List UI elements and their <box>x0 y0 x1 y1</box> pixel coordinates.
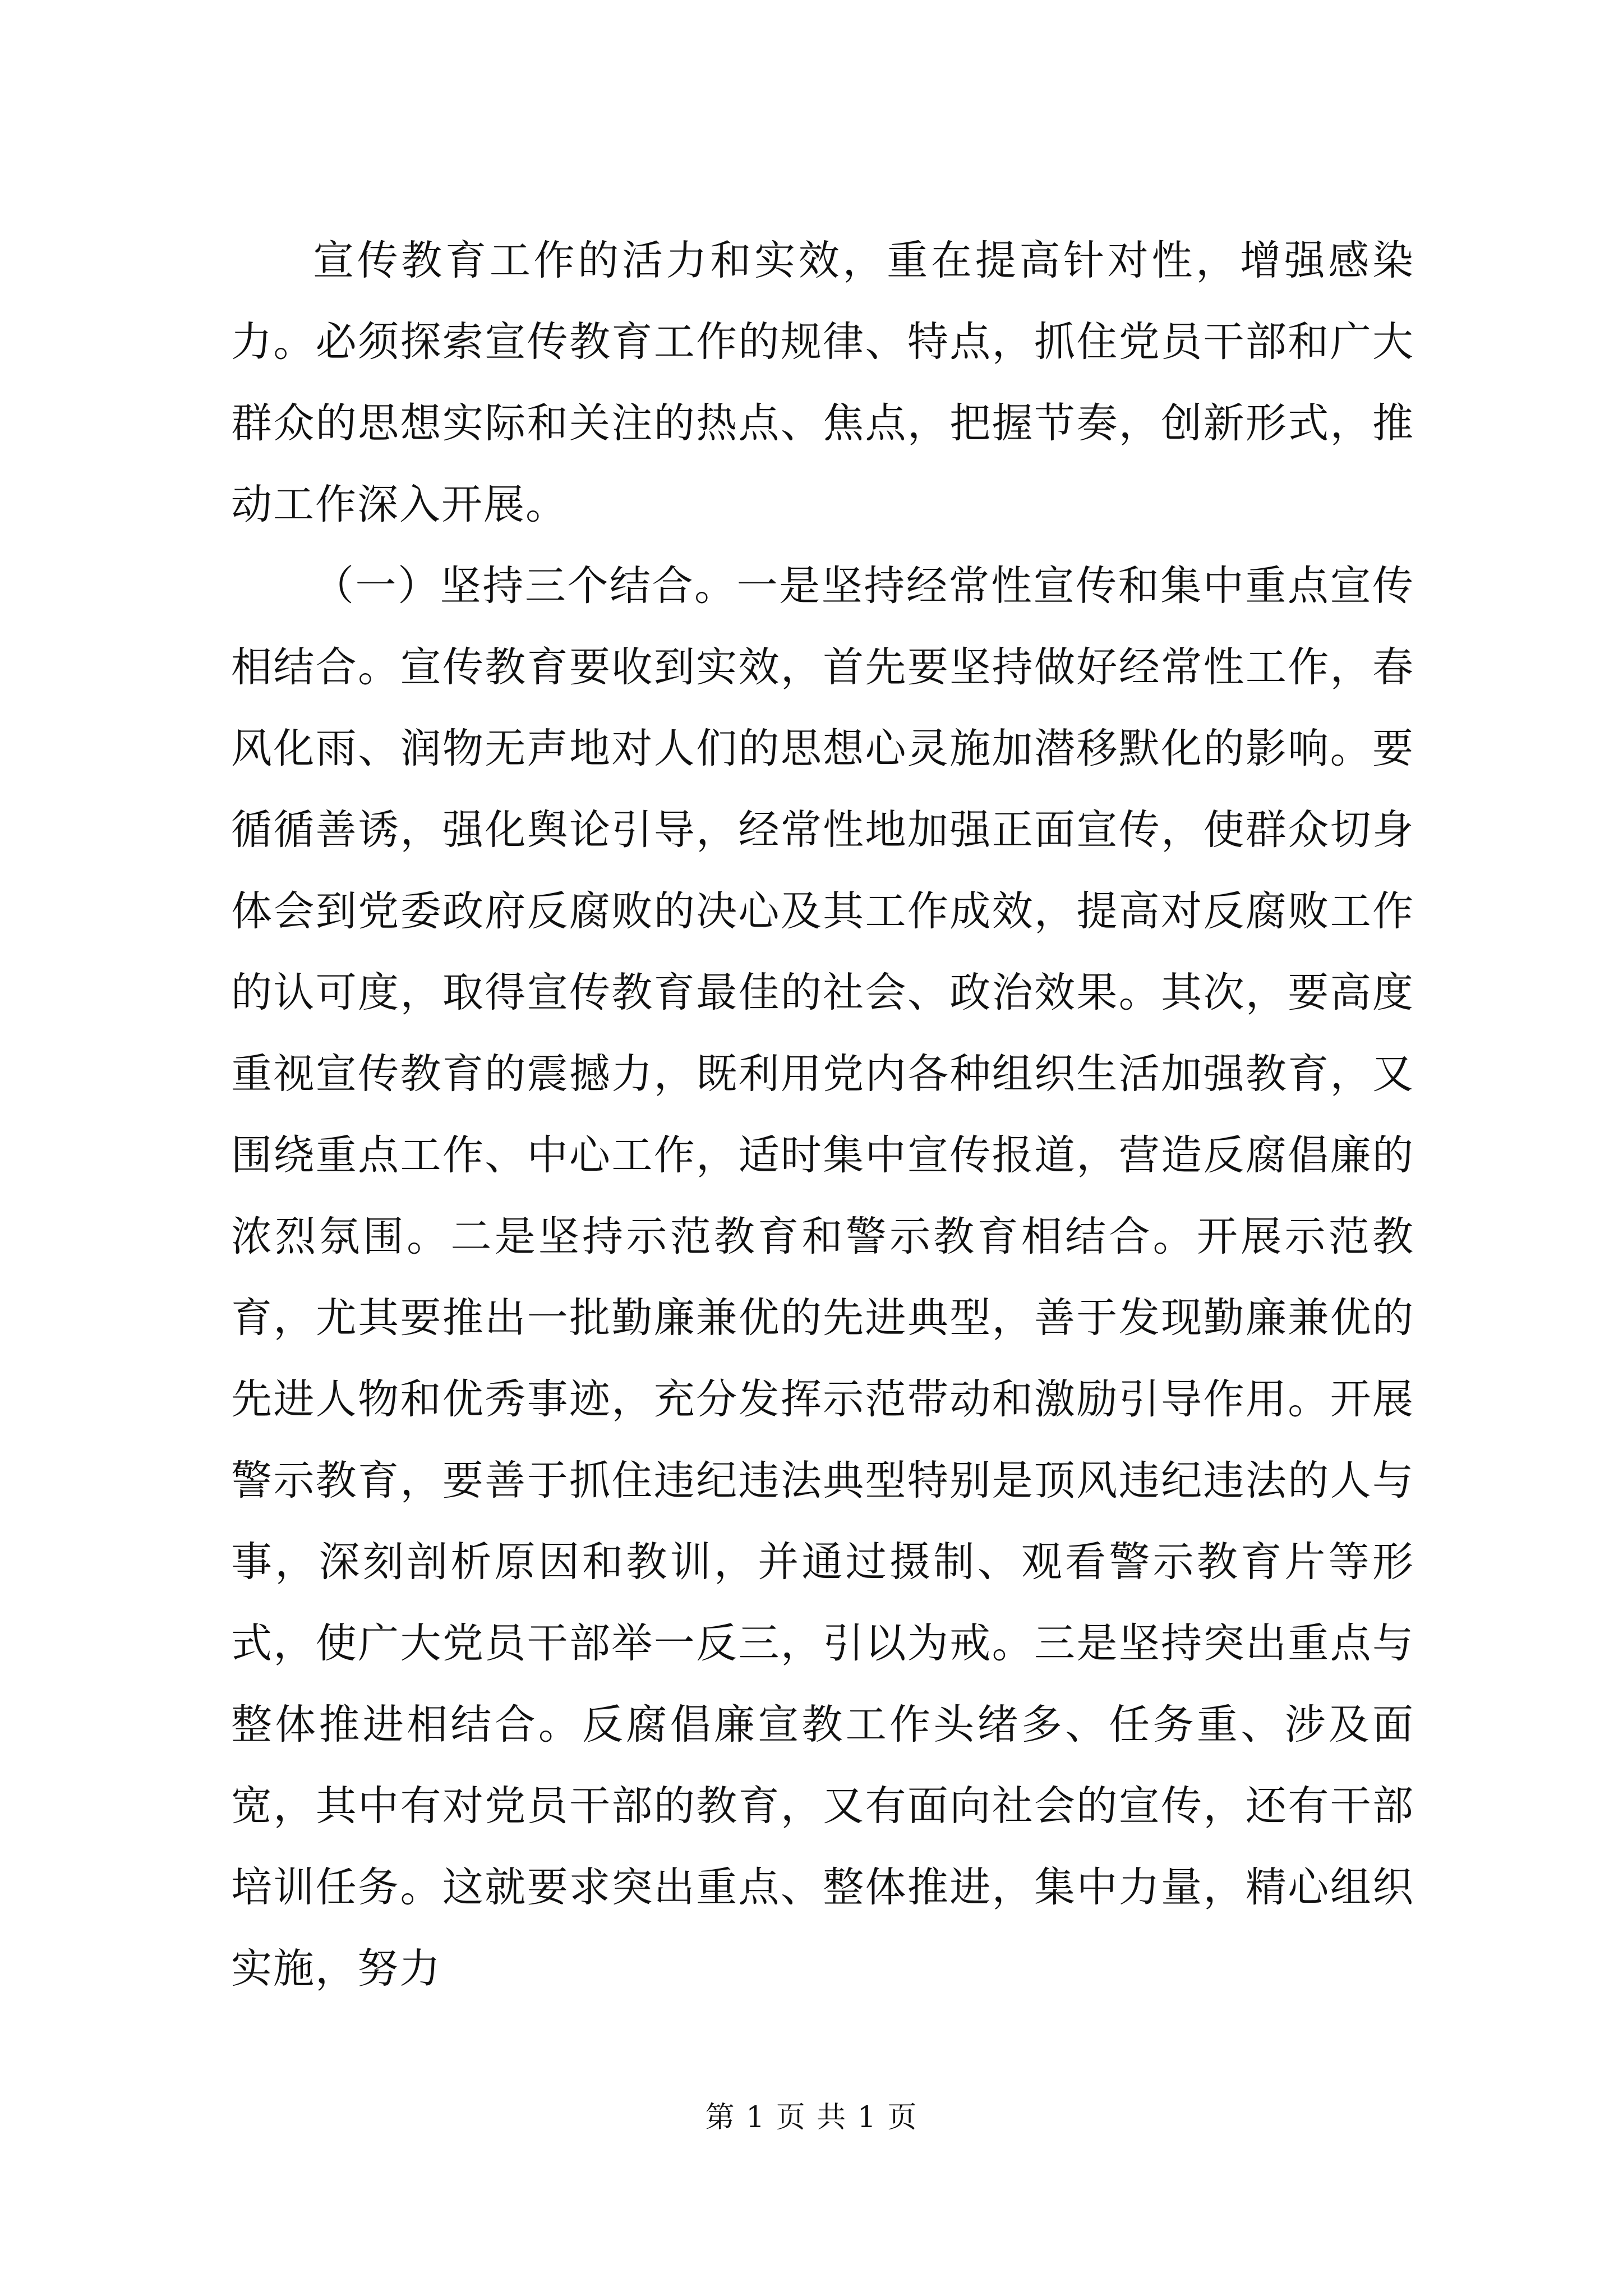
paragraph-three-combinations: （一）坚持三个结合。一是坚持经常性宣传和集中重点宣传相结合。宣传教育要收到实效，首先要坚持做好经常性工作，春风化雨、润物无声地对人们的思想心灵施加潜移默化的影响。要循循善诱，强化舆论引导，经常性地加强正面宣传，使群众切身体会到党委政府反腐败的决心及其工作成效，提高对反腐败工作的认可度，取得宣传教育最佳的社会、政治效果。其次，要高度重视宣传教育的震撼力，既利用党内各种组织生活加强教育，又围绕重点工作、中心工作，适时集中宣传报道，营造反腐倡廉的浓烈氛围。二是坚持示范教育和警示教育相结合。开展示范教育，尤其要推出一批勤廉兼优的先进典型，善于发现勤廉兼优的先进人物和优秀事迹，充分发挥示范带动和激励引导作用。开展警示教育，要善于抓住违纪违法典型特别是顶风违纪违法的人与事，深刻剖析原因和教训，并通过摄制、观看警示教育片等形式，使广大党员干部举一反三，引以为戒。三是坚持突出重点与整体推进相结合。反腐倡廉宣教工作头绪多、任务重、涉及面宽，其中有对党员干部的教育，又有面向社会的宣传，还有干部培训任务。这就要求突出重点、整体推进，集中力量，精心组织实施，努力 <box>231 562 1414 1993</box>
page-footer: 第 1 页 共 1 页 <box>705 2101 918 2134</box>
document-body <box>231 220 1414 2009</box>
paragraph-intro: 宣传教育工作的活力和实效，重在提高针对性，增强感染力。必须探索宣传教育工作的规律、特点，抓住党员干部和广大群众的思想实际和关注的热点、焦点，把握节奏，创新形式，推动工作深入开展。 <box>231 237 1414 528</box>
